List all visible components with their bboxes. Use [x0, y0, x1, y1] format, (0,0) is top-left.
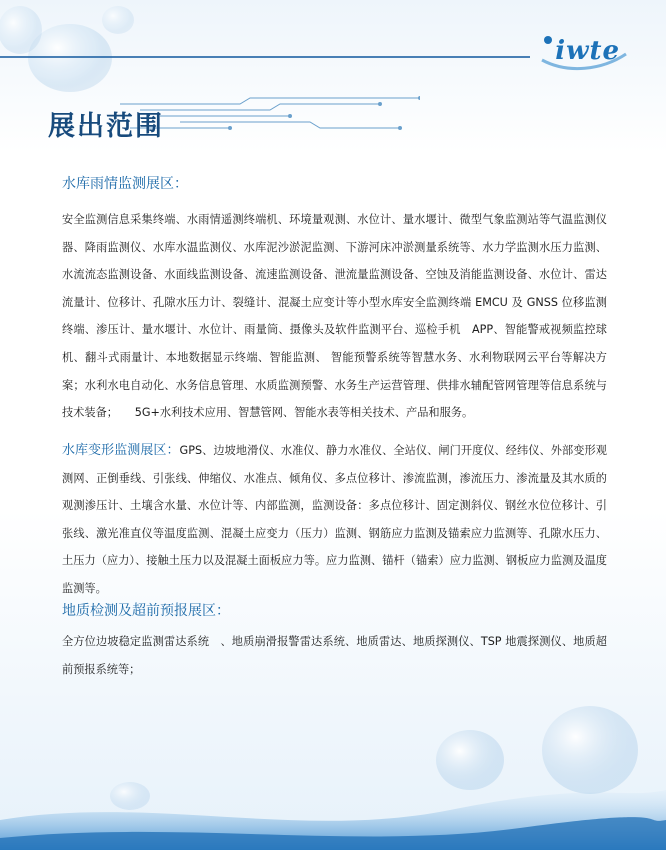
- circuit-line-decoration: [120, 96, 420, 136]
- page-title: 展出范围: [48, 111, 164, 142]
- water-wave-decoration: [0, 700, 666, 850]
- section-heading: 地质检测及超前预报展区：: [62, 603, 230, 619]
- section-body: GPS、边坡地滑仪、水准仪、静力水准仪、全站仪、闸门开度仪、经纬仪、外部变形观测网、正倒垂线、引张线、伸缩仪、水准点、倾角仪、多点位移计、渗流监测，渗流压力、渗流量及其水质的观测渗压计、土壤含水量、水位计等、内部监测，监测设备：多点位移计、固定测斜仪、钢丝水位位移计、引张线、激光准直仪等温度监测、混凝土应变力（压力）监测、钢筋应力监测及锚索应力监测等、孔隙水压力、土压力（应力）、接触土压力以及混凝土面板应力等。应力监测、锚杆（锚索）应力监测、钢板应力监测及温度监测等。: [62, 444, 607, 595]
- section-heading: 水库变形监测展区：: [62, 443, 180, 458]
- section-body: 安全监测信息采集终端、水雨情遥测终端机、环境量观测、水位计、量水堰计、微型气象监测站等气温监测仪器、降雨监测仪、水库水温监测仪、水库泥沙淤泥监测、下游河床冲淤测量系统等、水力学监测水压力监测、水流流态监测设备、水面线监测设备、流速监测设备、泄流量监测设备、空蚀及消能监测设备、水位计、雷达流量计、位移计、孔隙水压力计、裂缝计、混凝土应变计等小型水库安全监测终端 EMCU 及 GNSS 位移监测终端、渗压计、量水堰计、水位计、雨量筒、摄像头及软件监测平台、巡检手机 APP、智能警戒视频监控球机、翻斗式雨量计、本地数据显示终端、智能监测、 智能预警系统等智慧水务、水利物联网云平台等解决方案；水利水电自动化、水务信息管理、水质监测预警、水务生产运营管理、供排水辅配管网管理等信息系统与技术装备； 5G+水利技术应用、智慧管网、智能水表等相关技术、产品和服务。: [62, 213, 607, 420]
- section-heading: 水库雨情监测展区：: [62, 176, 188, 192]
- section-geology-detection: [62, 600, 607, 683]
- header-rule: [0, 56, 530, 58]
- water-droplet-decoration: [0, 0, 140, 110]
- logo-text: iwte: [555, 36, 620, 66]
- section-rain-monitoring: [62, 173, 607, 427]
- section-body: 全方位边坡稳定监测雷达系统 、地质崩滑报警雷达系统、地质雷达、地质探测仪、TSP 地震探测仪、地质超前预报系统等；: [62, 635, 607, 676]
- section-deformation-monitoring: [62, 437, 607, 603]
